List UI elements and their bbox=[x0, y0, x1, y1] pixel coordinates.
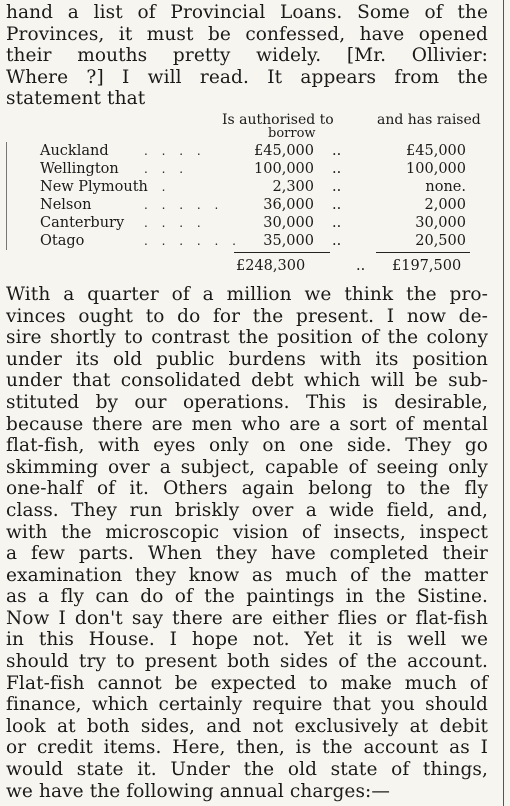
province-name: Canterbury bbox=[40, 214, 125, 231]
province-name: Otago bbox=[40, 232, 85, 249]
total-separator-dots: .. bbox=[356, 257, 366, 274]
text-line: examination they know as much of the matter bbox=[6, 564, 488, 586]
raised-amount: 30,000 bbox=[415, 214, 466, 231]
table-row bbox=[34, 232, 488, 250]
authorised-amount: 2,300 bbox=[272, 178, 314, 195]
authorised-amount: 100,000 bbox=[254, 160, 314, 177]
raised-amount: 20,500 bbox=[415, 232, 466, 249]
text-line: with the microscopic vision of insects, inspect bbox=[6, 521, 488, 543]
total-authorised: £248,300 bbox=[236, 257, 306, 274]
separator-dots: .. bbox=[332, 160, 342, 177]
raised-amount: £45,000 bbox=[406, 142, 466, 159]
text-line: a few parts. When they have completed their bbox=[6, 543, 488, 565]
text-line: because there are men who are a sort of mental bbox=[6, 413, 488, 435]
raised-amount: 100,000 bbox=[406, 160, 466, 177]
text-line: class. They run briskly over a wide field, and, bbox=[6, 499, 488, 521]
leader-dots: . . . bbox=[144, 161, 189, 176]
raised-amount: 2,000 bbox=[424, 196, 466, 213]
table-row bbox=[34, 160, 488, 178]
text-line: under its old public burdens with its position bbox=[6, 348, 488, 370]
separator-dots: .. bbox=[332, 196, 342, 213]
leader-dots: . . bbox=[144, 179, 171, 194]
total-raised: £197,500 bbox=[392, 257, 462, 274]
text-line: finance, which certainly require that you should bbox=[6, 694, 488, 716]
text-line: under that consolidated debt which will be sub- bbox=[6, 370, 488, 392]
province-name: Nelson bbox=[40, 196, 92, 213]
table-row bbox=[34, 214, 488, 232]
text-line: Provinces, it must be confessed, have opened bbox=[6, 23, 488, 45]
leader-dots: . . . . bbox=[144, 143, 206, 158]
text-line: Where ?] I will read. It appears from the bbox=[6, 66, 488, 88]
text-line: statement that bbox=[6, 88, 146, 110]
sum-rule-raised bbox=[376, 252, 470, 253]
provincial-loans-table bbox=[6, 110, 488, 280]
text-line: vinces ought to do for the present. I now de- bbox=[6, 305, 488, 327]
authorised-amount: 36,000 bbox=[263, 196, 314, 213]
text-line: one-half of it. Others again belong to the fly bbox=[6, 478, 488, 500]
authorised-amount: 35,000 bbox=[263, 232, 314, 249]
separator-dots: .. bbox=[332, 142, 342, 159]
leader-dots: . . . . . bbox=[144, 197, 224, 212]
column-rule bbox=[503, 0, 504, 806]
table-row bbox=[34, 142, 488, 160]
text-line: in this House. I hope not. Yet it is well we bbox=[6, 629, 488, 651]
separator-dots: .. bbox=[332, 214, 342, 231]
text-line: hand a list of Provincial Loans. Some of the bbox=[6, 2, 488, 23]
raised-amount: none. bbox=[425, 178, 466, 195]
leader-dots: . . . . . . bbox=[144, 233, 241, 248]
text-line: look at both sides, and not exclusively at debit bbox=[6, 715, 488, 737]
table-row bbox=[34, 196, 488, 214]
province-name: New Plymouth bbox=[40, 178, 148, 195]
text-line: With a quarter of a million we think the pro- bbox=[6, 283, 488, 305]
text-line: should try to present both sides of the account. bbox=[6, 651, 488, 673]
text-line: would state it. Under the old state of things, bbox=[6, 759, 488, 781]
sum-rule-authorised bbox=[234, 252, 330, 253]
table-row bbox=[34, 178, 488, 196]
separator-dots: .. bbox=[332, 232, 342, 249]
province-name: Wellington bbox=[40, 160, 119, 177]
separator-dots: .. bbox=[332, 178, 342, 195]
text-line: flat-fish, with eyes only on one side. They go bbox=[6, 435, 488, 457]
text-line: stituted by our operations. This is desirable, bbox=[6, 391, 488, 413]
authorised-amount: £45,000 bbox=[254, 142, 314, 159]
text-line: we have the following annual charges:— bbox=[6, 780, 390, 802]
text-line: or credit items. Here, then, is the account as I bbox=[6, 737, 488, 759]
text-line: sire shortly to contrast the position of the colony bbox=[6, 327, 488, 349]
province-name: Auckland bbox=[40, 142, 109, 159]
text-line: Flat-fish cannot be expected to make much of bbox=[6, 672, 488, 694]
header-borrow: borrow bbox=[268, 125, 316, 141]
text-line: skimming over a subject, capable of seeing only bbox=[6, 456, 488, 478]
table-rows bbox=[34, 142, 488, 250]
table-bracket bbox=[6, 142, 15, 250]
header-raised: and has raised bbox=[377, 111, 481, 128]
text-line: Now I don't say there are either flies or flat-fish bbox=[6, 607, 488, 629]
body-paragraph bbox=[6, 284, 488, 802]
leader-dots: . . . . bbox=[144, 215, 206, 230]
text-column bbox=[6, 0, 488, 802]
header-authorised: Is authorised to bbox=[222, 111, 334, 128]
text-line: their mouths pretty widely. [Mr. Ollivier: bbox=[6, 45, 488, 67]
intro-paragraph bbox=[6, 2, 488, 110]
authorised-amount: 30,000 bbox=[263, 214, 314, 231]
text-line: as a fly can do of the paintings in the Sistine. bbox=[6, 586, 488, 608]
